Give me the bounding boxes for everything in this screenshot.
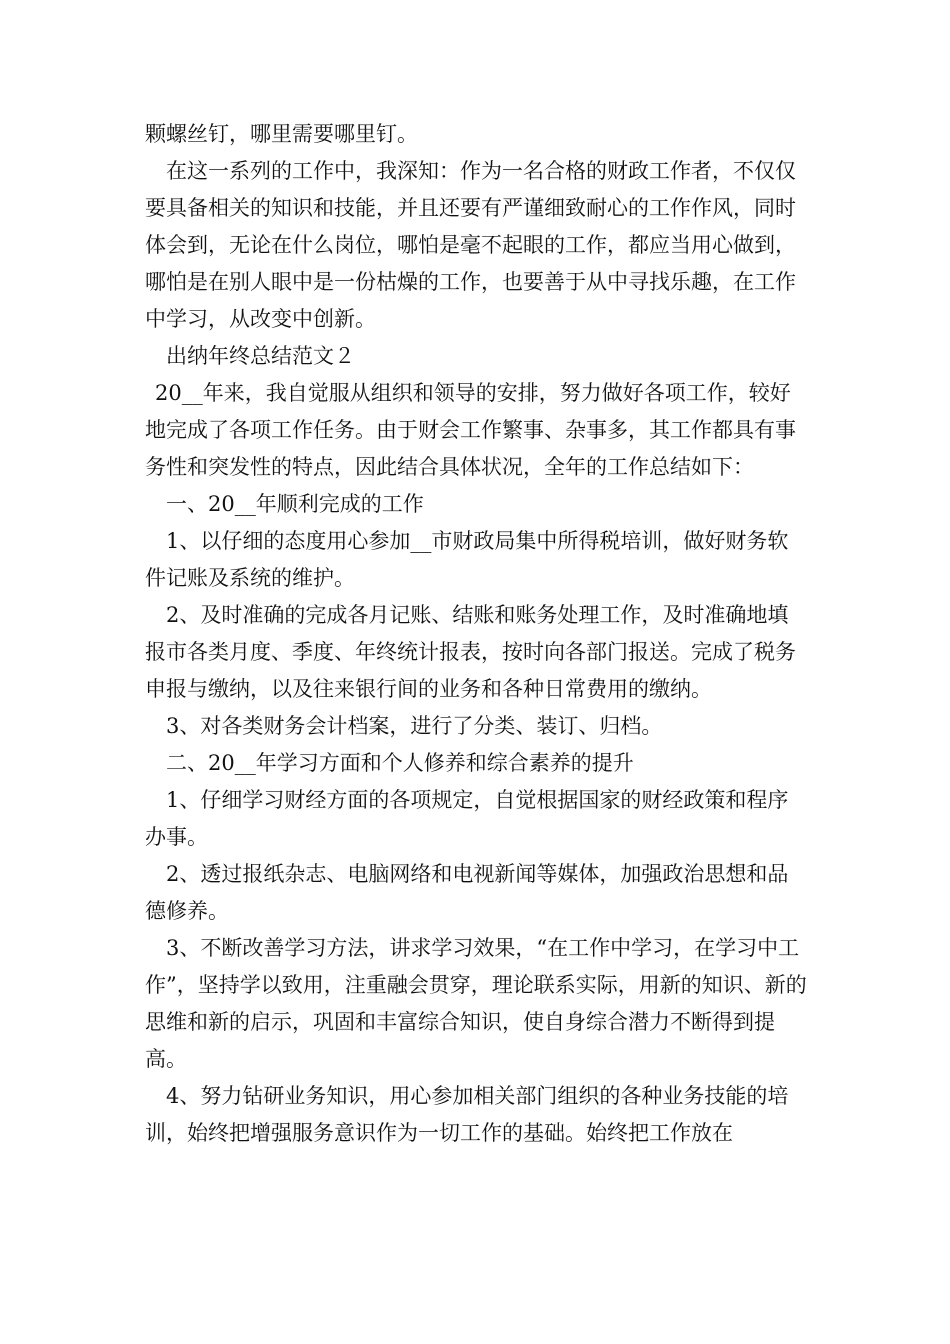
paragraph-continuation: 颗螺丝钉，哪里需要哪里钉。 [145,122,418,146]
list-item-1-1: 1、以仔细的态度用心参加__市财政局集中所得税培训，做好财务软件记账及系统的维护。 [145,529,789,590]
list-item-2-3: 3、不断改善学习方法，讲求学习效果，“在工作中学习，在学习中工作”，坚持学以致用，注重融会贯穿，理论联系实际，用新的知识、新的思维和新的启示，巩固和丰富综合知识，使自身综合潜力不断得到提高。 [145,936,807,1071]
list-item-2-2: 2、透过报纸杂志、电脑网络和电视新闻等媒体，加强政治思想和品德修养。 [145,862,789,923]
list-item-1-3: 3、对各类财务会计档案，进行了分类、装订、归档。 [166,714,663,738]
list-item-2-1: 1、仔细学习财经方面的各项规定，自觉根据国家的财经政策和程序办事。 [145,788,789,849]
list-item-2-4: 4、努力钻研业务知识，用心参加相关部门组织的各种业务技能的培训，始终把增强服务意识作为一切工作的基础。始终把工作放在 [145,1084,789,1145]
paragraph-reflection: 在这一系列的工作中，我深知：作为一名合格的财政工作者，不仅仅要具备相关的知识和技能，并且还要有严谨细致耐心的工作作风，同时体会到，无论在什么岗位，哪怕是毫不起眼的工作，都应当用心做到，哪怕是在别人眼中是一份枯燥的工作，也要善于从中寻找乐趣，在工作中学习，从改变中创新。 [145,159,796,331]
section-title: 出纳年终总结范文２ [166,344,355,368]
paragraph-intro: 20__年来，我自觉服从组织和领导的安排，努力做好各项工作，较好地完成了各项工作任务。由于财会工作繁事、杂事多，其工作都具有事务性和突发性的特点，因此结合具体状况，全年的工作总结如下： [145,381,796,479]
document-body [145,116,807,1152]
heading-section-1: 一、20__年顺利完成的工作 [166,492,424,516]
list-item-1-2: 2、及时准确的完成各月记账、结账和账务处理工作，及时准确地填报市各类月度、季度、年终统计报表，按时向各部门报送。完成了税务申报与缴纳，以及往来银行间的业务和各种日常费用的缴纳。 [145,603,796,701]
heading-section-2: 二、20__年学习方面和个人修养和综合素养的提升 [166,751,634,775]
